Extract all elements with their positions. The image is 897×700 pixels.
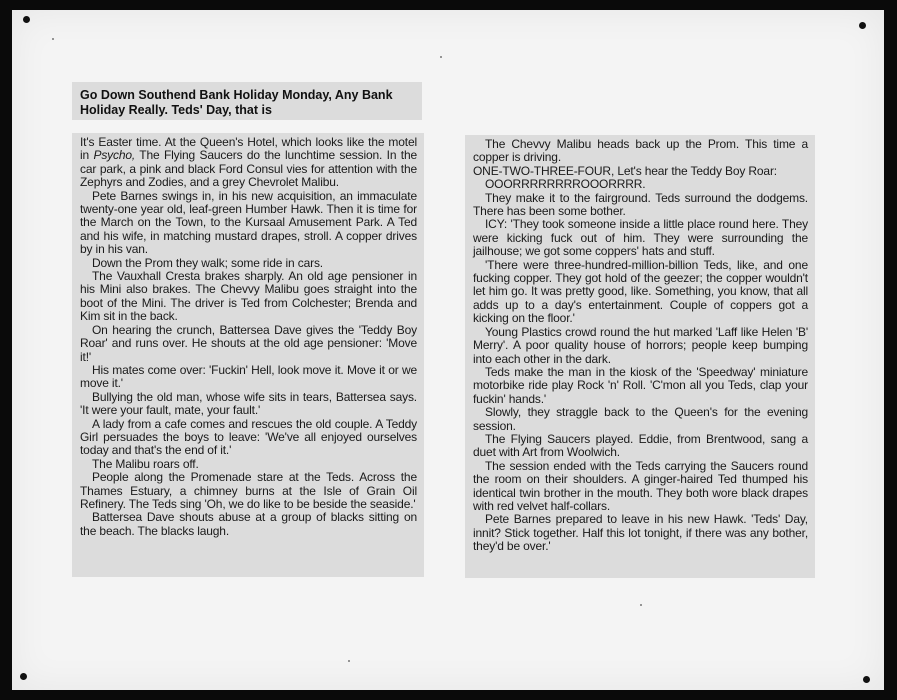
paragraph: Young Plastics crowd round the hut marked 'Laff like Helen 'B' Merry'. A poor quality house of horrors; people keep bumping into each other in the dark. [473,324,808,366]
paragraph: Battersea Dave shouts abuse at a group of blacks sitting on the beach. The blacks laugh. [80,510,417,538]
right-column [465,135,815,578]
paragraph: Bullying the old man, whose wife sits in tears, Battersea says. 'It were your fault, mate, your fault.' [80,389,417,418]
dust-speck [440,56,442,58]
paragraph: They make it to the fairground. Teds surround the dodgems. There has been some bother. [473,190,808,219]
corner-pin [863,676,870,683]
paragraph: His mates come over: 'Fuckin' Hell, look move it. Move it or we move it.' [80,362,417,391]
paragraph: Pete Barnes swings in, in his new acquisition, an immaculate twenty-one year old, leaf-green Humber Hawk. Then it is time for the March on the Town, to the Kursaal Amusement Park. A Ted and his wife, in matching mustard drapes, stroll. A copper drives by in his van. [80,188,417,257]
paragraph: People along the Promenade stare at the Teds. Across the Thames Estuary, a chimney burns at the Isle of Grain Oil Refinery. The Teds sing 'Oh, we do like to be beside the seaside.' [80,470,417,511]
paragraph: The Vauxhall Cresta brakes sharply. An old age pensioner in his Mini also brakes. The Chevvy Malibu goes straight into the boot of the Mini. The driver is Ted from Colchester; Brenda and Kim sit in the back. [80,269,417,324]
paragraph: Slowly, they straggle back to the Queen's for the evening session. [473,405,808,433]
left-column [72,133,424,577]
film-title: Psycho, [93,148,136,163]
headline-box [72,82,422,120]
paragraph: The session ended with the Teds carrying the Saucers round the room on their shoulders. A ginger-haired Ted thumped his identical twin brother in the mouth. They both wore black drapes with red velvet half-collars. [473,458,808,513]
dust-speck [640,604,642,606]
roar-line: OOORRRRRRRROOORRRR. [485,177,646,192]
paragraph: Pete Barnes prepared to leave in his new Hawk. 'Teds' Day, innit? Stick together. Half this lot tonight, if there was any bother, they'd be over.' [473,512,808,554]
paragraph: The Chevvy Malibu heads back up the Prom. This time a copper is driving. [473,137,808,165]
paragraph: The Flying Saucers played. Eddie, from Brentwood, sang a duet with Art from Woolwich. [473,431,808,460]
dust-speck [52,38,54,40]
paragraph: The Malibu roars off. [92,456,199,471]
corner-pin [859,22,866,29]
paragraph: A lady from a cafe comes and rescues the old couple. A Teddy Girl persuades the boys to leave: 'We've all enjoyed ourselves today and that's the end of it.' [80,416,417,458]
paragraph: ONE-TWO-THREE-FOUR, Let's hear the Teddy Boy Roar: [473,163,777,178]
headline: Go Down Southend Bank Holiday Monday, Any Bank Holiday Really. Teds' Day, that is [80,88,393,117]
corner-pin [23,16,30,23]
paragraph: Teds make the man in the kiosk of the 'Speedway' miniature motorbike ride play Rock 'n' Roll. 'C'mon all you Teds, clap your fuckin' hands.' [473,364,808,406]
paragraph: 'There were three-hundred-million-billion Teds, like, and one fucking copper. They got hold of the geezer; the copper wouldn't let him go. It was pretty good, like. Something, you know, that all adds up to a day's entertainment. Couple of coppers got a kicking on the floor.' [473,257,808,326]
paragraph: Down the Prom they walk; some ride in cars. [92,255,323,270]
corner-pin [20,673,27,680]
paragraph: On hearing the crunch, Battersea Dave gives the 'Teddy Boy Roar' and runs over. He shouts at the old age pensioner: 'Move it!' [80,322,417,364]
paragraph: It's Easter time. At the Queen's Hotel, which looks like the motel in Psycho, The Flying Saucers do the lunchtime session. In the car park, a pink and black Ford Consul vies for attention with the Zephyrs and Zodies, and a grey Chevrolet Malibu. [80,135,418,190]
dust-speck [348,660,350,662]
paragraph: ICY: 'They took someone inside a little place round here. They were kicking fuck out of him. They were surrounding the jailhouse; we got some coppers' hats and stuff. [473,217,808,259]
